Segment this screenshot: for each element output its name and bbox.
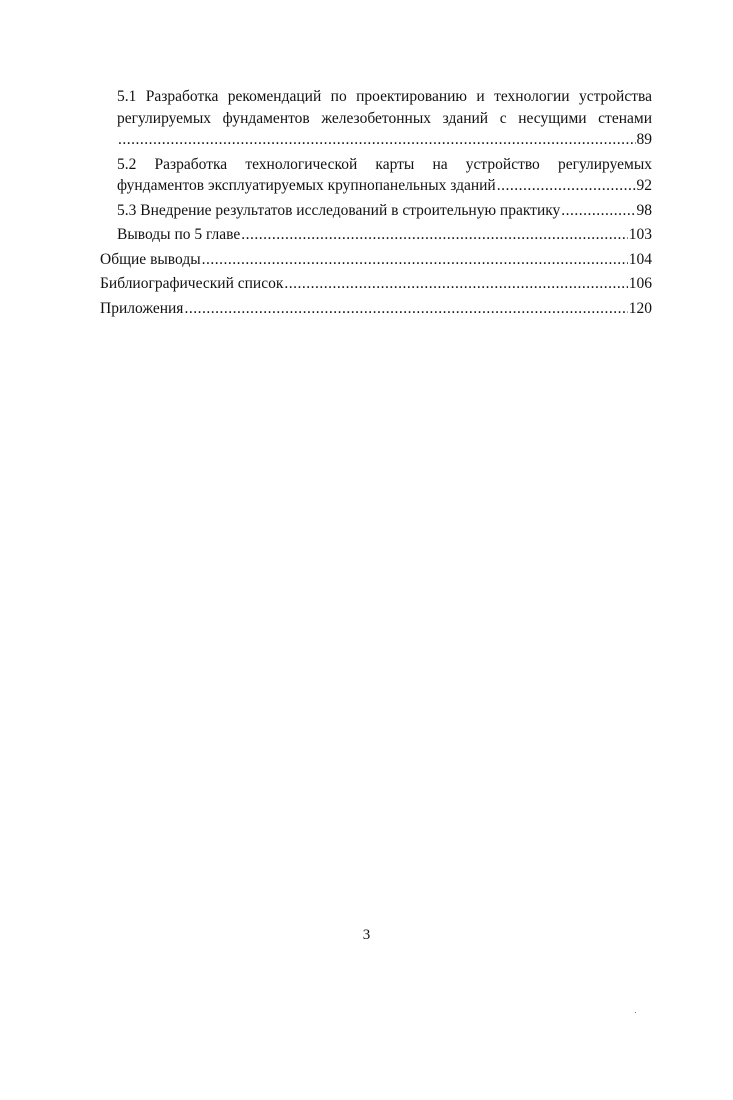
toc-entry-label: 5.3 Внедрение результатов исследований в строительную практику [117,201,561,219]
toc-leader-row [100,273,652,295]
dot-leader [118,129,636,151]
toc-entry-bibliography[interactable] [100,273,652,295]
dot-leader [497,175,636,197]
toc-entry-general-conclusions[interactable] [100,249,652,271]
toc-entry-5-2[interactable] [100,154,652,197]
toc-leader-row [117,175,652,197]
toc-page-number: 120 [628,299,652,317]
toc-leader-row [100,298,652,320]
scan-speck [635,1012,636,1013]
dot-leader [184,298,627,320]
dot-leader [202,249,628,271]
toc-entry-chapter-5-conclusions[interactable] [100,224,652,246]
toc-entry-label: Приложения [100,299,184,317]
toc-entry-label: фундаментов эксплуатируемых крупнопанельных зданий [117,177,496,194]
toc-leader-row [117,200,652,222]
toc-entry-label: Общие выводы [100,250,201,268]
toc-page-number: 89 [636,131,652,148]
toc-entry-label: Библиографический список [100,275,284,292]
toc-entry-text-line: 5.2 Разработка технологической карты на устройство регулируемых [117,155,652,173]
toc-page-number: 106 [628,275,652,292]
toc-leader-row [117,129,652,151]
dot-leader [561,200,635,222]
toc-leader-row [100,249,652,271]
toc-leader-row [117,224,652,246]
toc-page-number: 92 [636,177,652,194]
page-number: 3 [362,927,371,943]
toc-entry-text-line: регулируемых фундаментов железобетонных зданий с несущими стенами [117,109,652,127]
dot-leader [284,273,627,295]
dot-leader [241,224,627,246]
toc-entry-text-line: 5.1 Разработка рекомендаций по проектированию и технологии устройства [117,88,652,105]
toc-page-number: 104 [628,250,652,268]
table-of-contents [100,86,652,319]
toc-page-number: 98 [636,201,652,219]
toc-entry-5-1[interactable] [100,86,652,151]
toc-page-number: 103 [628,226,652,243]
toc-entry-label: Выводы по 5 главе [117,226,241,243]
toc-entry-5-3[interactable] [100,200,652,222]
toc-entry-appendices[interactable] [100,298,652,320]
